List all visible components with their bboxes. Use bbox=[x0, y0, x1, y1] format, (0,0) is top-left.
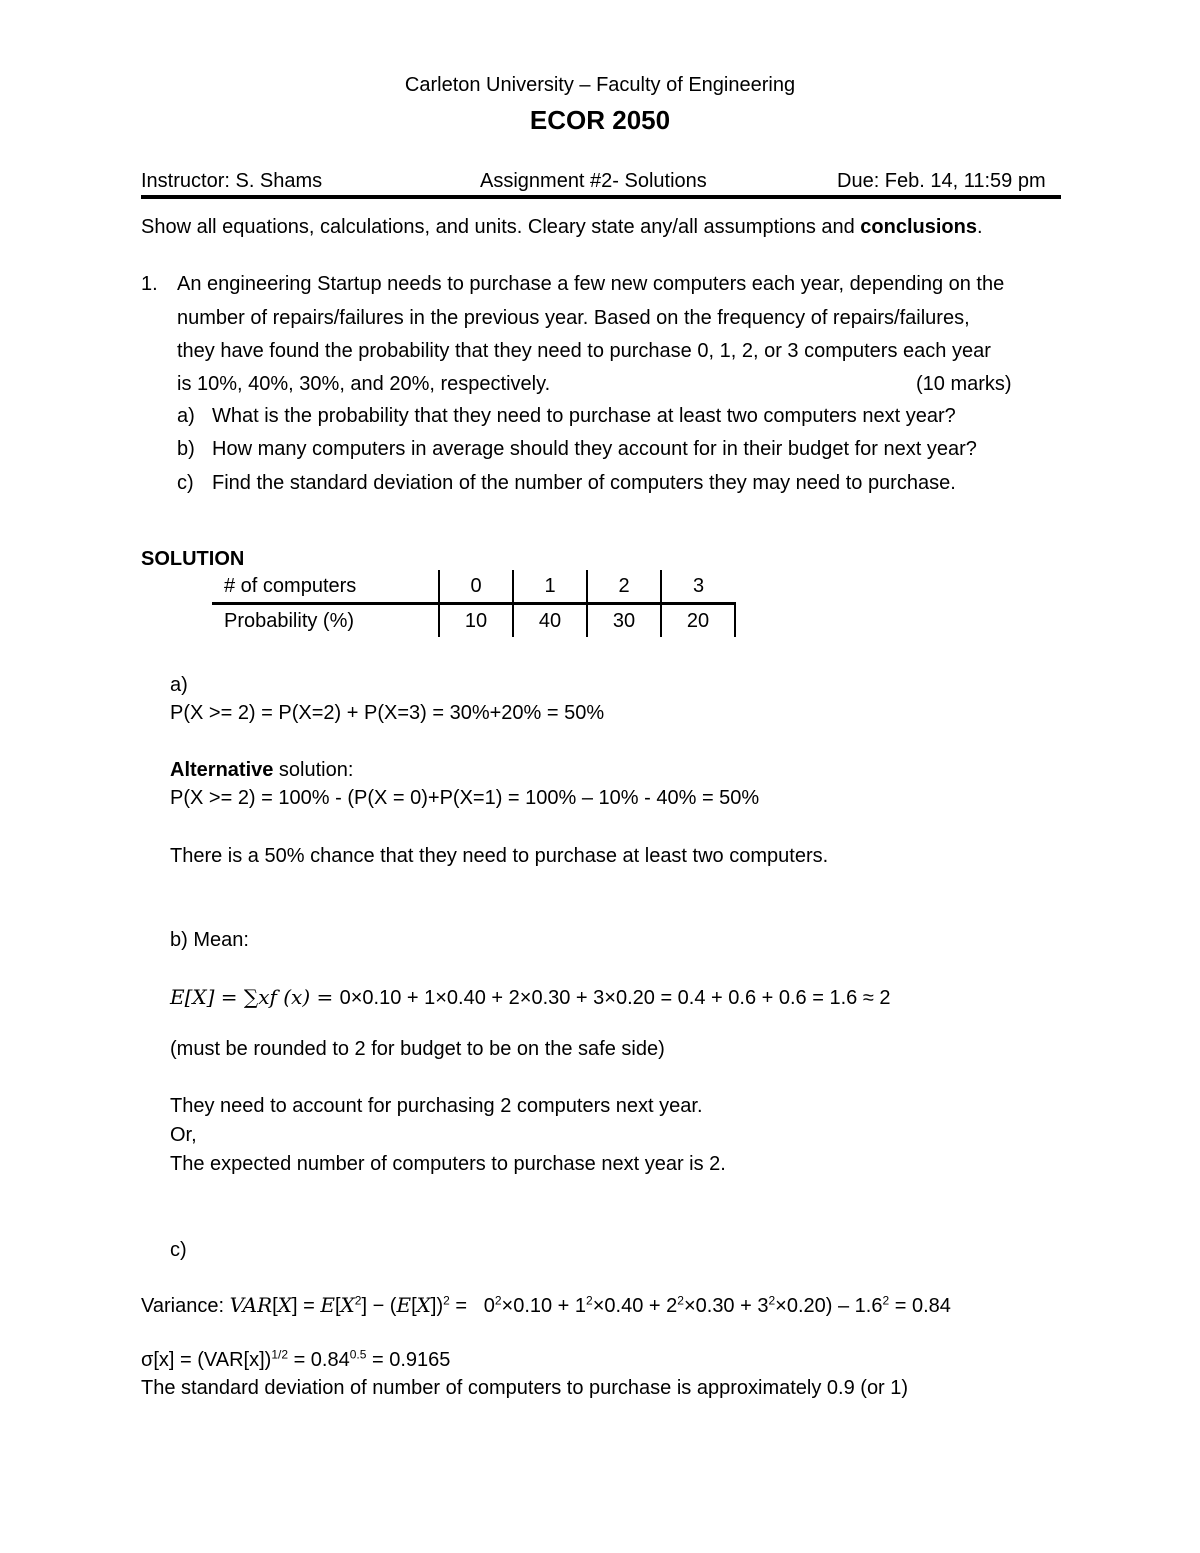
alternative-heading bbox=[170, 757, 353, 783]
solution-a-alt-equation: P(X >= 2) = 100% - (P(X = 0)+P(X=1) = 100% – 10% - 40% = 50% bbox=[170, 787, 760, 809]
alternative-rest: solution: bbox=[273, 759, 354, 781]
part-b-label: b) bbox=[177, 438, 195, 460]
question-number: 1. bbox=[141, 273, 158, 295]
part-c-text: Find the standard deviation of the number of computers they may need to purchase. bbox=[212, 472, 956, 494]
alternative-bold: Alternative bbox=[170, 759, 274, 781]
table-cell: 20 bbox=[661, 604, 735, 638]
table-row bbox=[212, 604, 735, 638]
instructions-bold-word: conclusions bbox=[860, 216, 977, 238]
mean-equation bbox=[170, 984, 890, 1011]
solution-b-label: b) Mean: bbox=[170, 929, 249, 951]
table-row bbox=[212, 570, 735, 604]
table-cell: 40 bbox=[513, 604, 587, 638]
table-row-label: # of computers bbox=[212, 570, 439, 604]
university-line: Carleton University – Faculty of Engineering bbox=[404, 74, 796, 96]
due-date-label: Due: Feb. 14, 11:59 pm bbox=[837, 170, 1046, 192]
solution-a-equation: P(X >= 2) = P(X=2) + P(X=3) = 30%+20% = 50% bbox=[170, 702, 605, 724]
sd-conclusion: The standard deviation of number of computers to purchase is approximately 0.9 (or 1) bbox=[141, 1377, 909, 1399]
probability-table bbox=[212, 570, 736, 637]
instructions-end: . bbox=[977, 216, 983, 238]
table-cell: 30 bbox=[587, 604, 661, 638]
mean-conclusion-2: The expected number of computers to purchase next year is 2. bbox=[170, 1153, 726, 1175]
part-c-label: c) bbox=[177, 472, 194, 494]
sd-equation: $\sigma[x] = (VAR[x])^{1/2} = 0.84^{0.5} = 0.9165$ bbox=[141, 1347, 451, 1371]
assignment-label: Assignment #2- Solutions bbox=[480, 170, 707, 192]
mean-conclusion-or: Or, bbox=[170, 1124, 197, 1146]
course-title: ECOR 2050 bbox=[529, 105, 671, 135]
mean-conclusion-1: They need to account for purchasing 2 computers next year. bbox=[170, 1095, 703, 1117]
question-line-1: An engineering Startup needs to purchase a few new computers each year, depending on the bbox=[177, 273, 1005, 295]
instructions-body: Show all equations, calculations, and units. Cleary state any/all assumptions and bbox=[141, 216, 861, 238]
table-cell: 3 bbox=[661, 570, 735, 604]
question-line-3: they have found the probability that they need to purchase 0, 1, 2, or 3 computers each year bbox=[177, 340, 991, 362]
part-a-label: a) bbox=[177, 405, 195, 427]
solution-a-conclusion: There is a 50% chance that they need to purchase at least two computers. bbox=[170, 845, 829, 867]
header-rule bbox=[141, 195, 1061, 199]
solution-c-label: c) bbox=[170, 1239, 187, 1261]
part-b-text: How many computers in average should they account for in their budget for next year? bbox=[212, 438, 977, 460]
solution-heading: SOLUTION bbox=[141, 548, 245, 570]
instructor-label: Instructor: S. Shams bbox=[141, 170, 323, 192]
table-cell: 0 bbox=[439, 570, 513, 604]
question-line-2: number of repairs/failures in the previous year. Based on the frequency of repairs/failures, bbox=[177, 307, 970, 329]
part-a-text: What is the probability that they need to purchase at least two computers next year? bbox=[212, 405, 956, 427]
table-cell: 2 bbox=[587, 570, 661, 604]
marks-label: (10 marks) bbox=[916, 373, 1012, 395]
table-cell: 10 bbox=[439, 604, 513, 638]
instructions-text bbox=[141, 214, 983, 240]
question-line-4: is 10%, 40%, 30%, and 20%, respectively. bbox=[177, 373, 551, 395]
variance-equation: Variance: $VAR[X] = E[X^2] - (E[X])^2 = 0^2\times 0.10 + 1^2\times 0.40 + 2^2\times 0.30 + 3^2\times 0.20) - 1.6^2 = 0.84$ bbox=[141, 1293, 951, 1317]
table-row-label: Probability (%) bbox=[224, 609, 355, 632]
solution-a-label: a) bbox=[170, 674, 188, 696]
table-cell: 1 bbox=[513, 570, 587, 604]
mean-note: (must be rounded to 2 for budget to be on the safe side) bbox=[170, 1038, 665, 1060]
mean-formula: E[X] = ∑xf (x) = bbox=[170, 985, 340, 1009]
mean-calculation: 0×0.10 + 1×0.40 + 2×0.30 + 3×0.20 = 0.4 + 0.6 + 0.6 = 1.6 ≈ 2 bbox=[339, 987, 891, 1009]
variance-prefix: Variance: bbox=[141, 1295, 230, 1317]
